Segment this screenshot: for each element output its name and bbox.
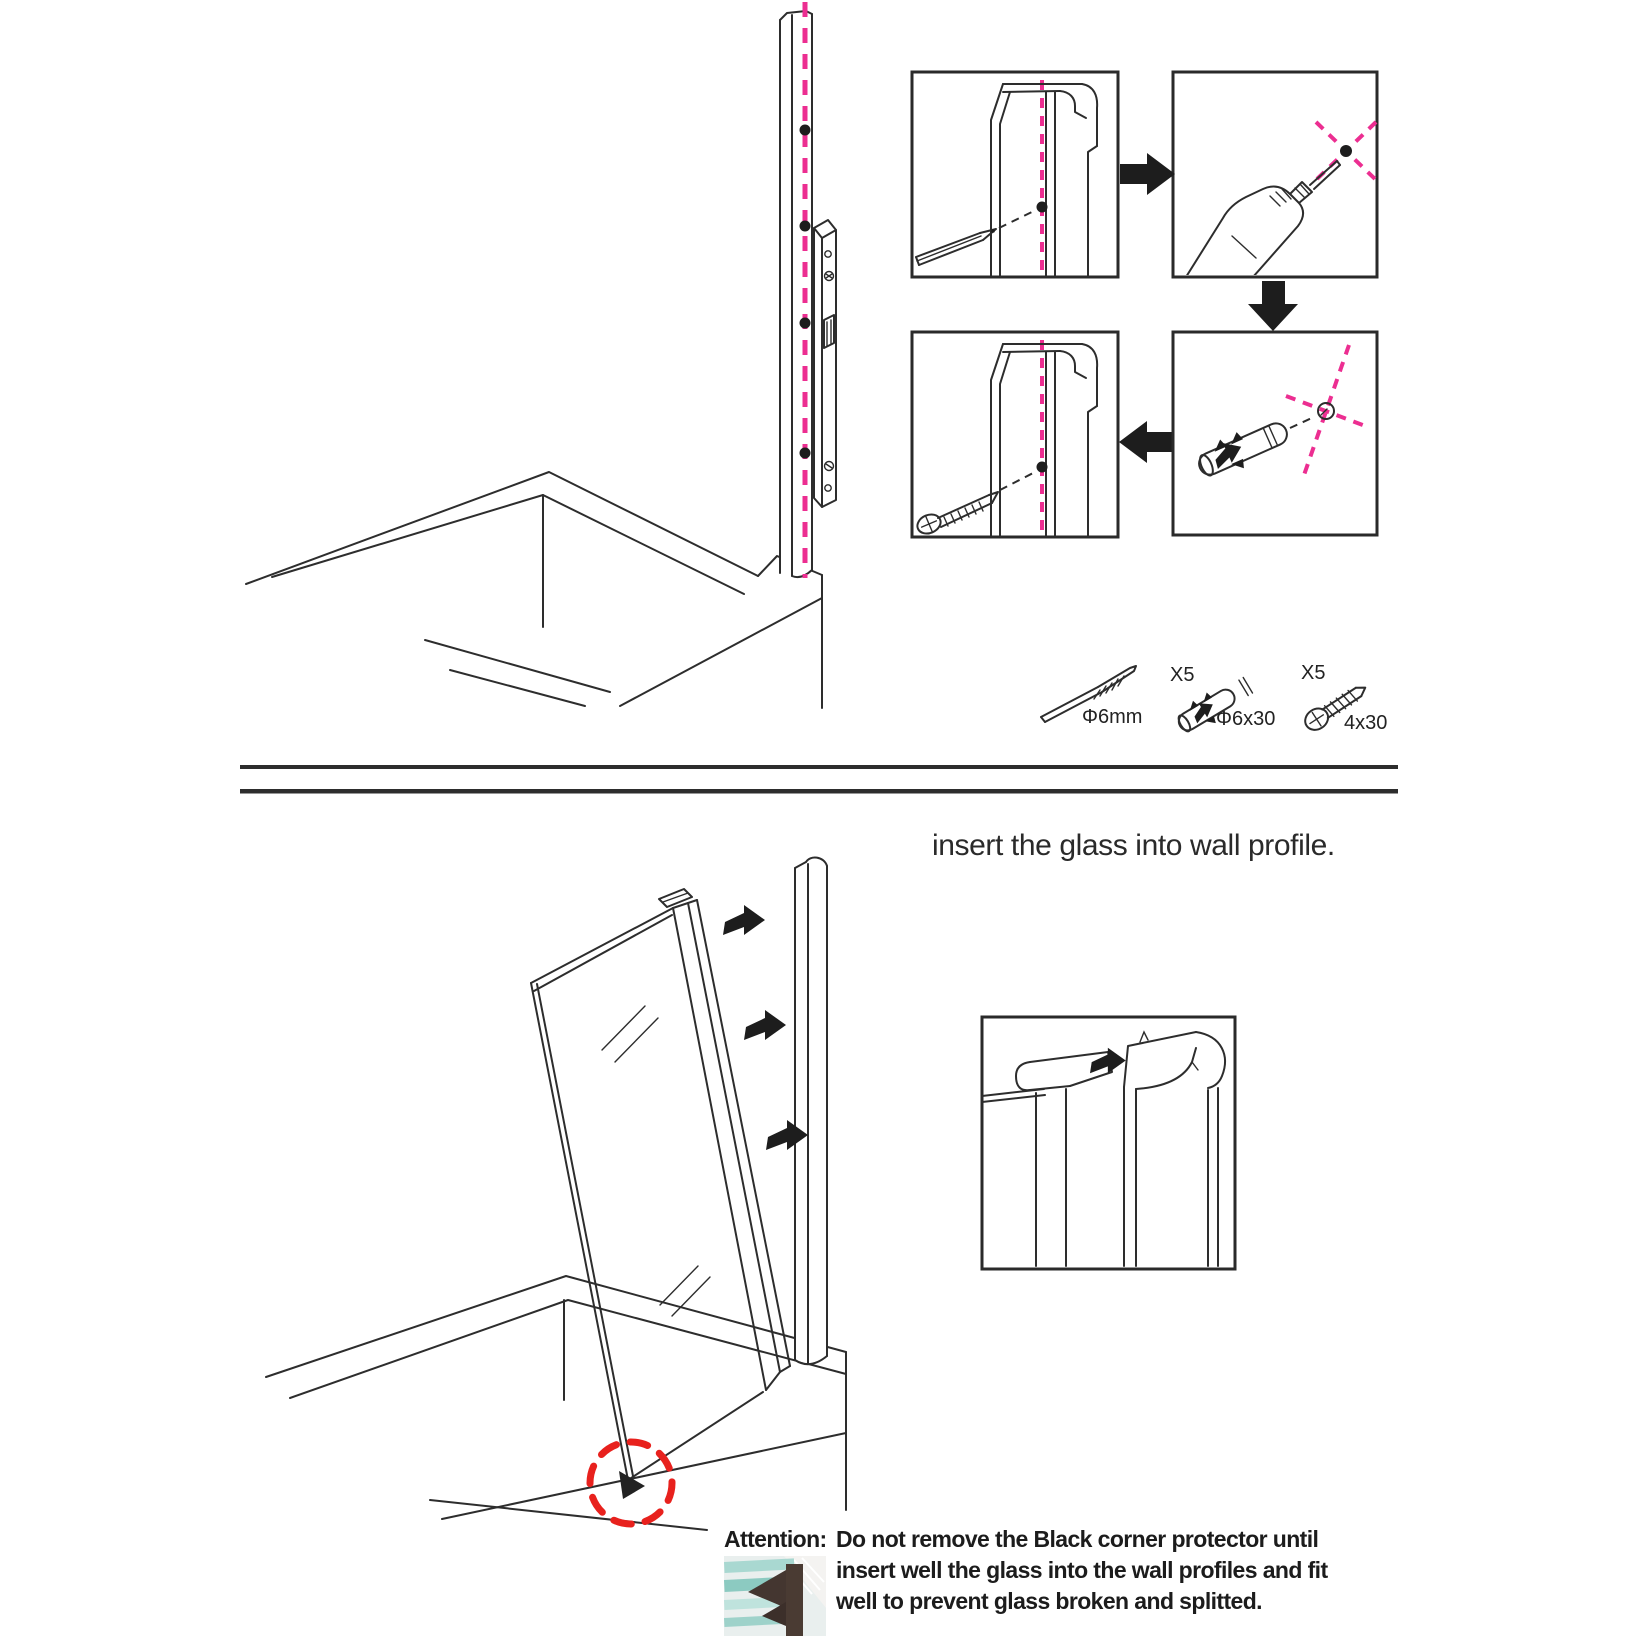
insert-arrow-icon bbox=[744, 1010, 786, 1040]
bathtub-top bbox=[246, 472, 822, 708]
glass-panel bbox=[531, 889, 790, 1480]
step-box-insert-plug bbox=[1173, 332, 1377, 535]
glass-shine bbox=[602, 1006, 658, 1062]
attention-line: Do not remove the Black corner protector until bbox=[836, 1526, 1319, 1552]
flow-arrow-right-icon bbox=[1120, 153, 1175, 195]
attention-line: well to prevent glass broken and splitted. bbox=[836, 1588, 1262, 1614]
insert-arrow-icon bbox=[723, 905, 765, 935]
wall-profile-bottom bbox=[795, 857, 827, 1364]
step-box-mark-position bbox=[912, 72, 1118, 277]
step-box-drill-hole bbox=[1173, 72, 1377, 277]
screw-size-label: 4x30 bbox=[1344, 712, 1388, 734]
step-box-fix-screw bbox=[912, 332, 1118, 537]
bracket-icon bbox=[814, 220, 836, 507]
attention-label: Attention: bbox=[724, 1526, 827, 1552]
profile-detail-box bbox=[982, 1017, 1235, 1269]
drill-bit-label: Φ6mm bbox=[1082, 706, 1143, 728]
divider-line bbox=[240, 765, 1398, 769]
step-heading: insert the glass into wall profile. bbox=[932, 829, 1335, 862]
wall-profile-top bbox=[780, 2, 836, 578]
flow-arrow-left-icon bbox=[1119, 421, 1174, 463]
bathtub-bottom bbox=[266, 1276, 846, 1530]
screw-qty-label: X5 bbox=[1301, 662, 1326, 684]
divider-line bbox=[240, 789, 1398, 794]
corner-protector-photo bbox=[724, 1556, 826, 1636]
attention-line: insert well the glass into the wall profiles and fit bbox=[836, 1557, 1328, 1583]
plug-qty-label: X5 bbox=[1170, 664, 1195, 686]
flow-arrow-down-icon bbox=[1248, 281, 1298, 331]
plug-size-label: Φ6x30 bbox=[1216, 708, 1276, 730]
glass-insertion-diagram bbox=[266, 857, 846, 1530]
